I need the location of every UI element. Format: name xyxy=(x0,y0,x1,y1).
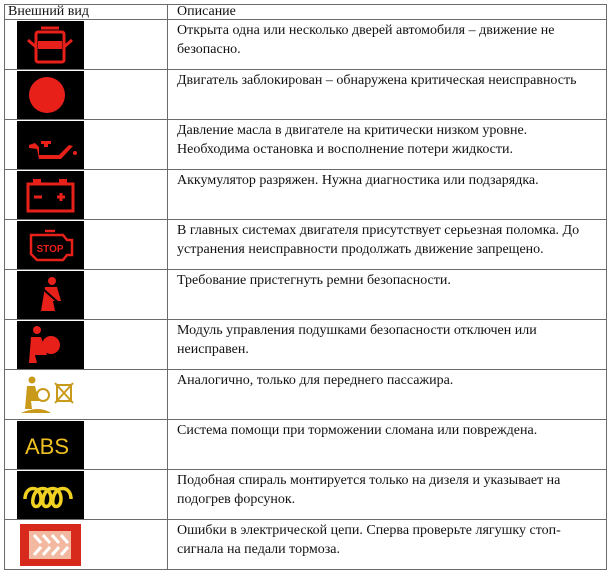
abs-icon xyxy=(17,421,84,469)
passenger-airbag-off-icon xyxy=(17,371,84,419)
description-cell: Открыта одна или несколько дверей автомобиля – движение не безопасно. xyxy=(168,20,607,70)
brake-light-switch-icon xyxy=(17,521,84,569)
icon-cell xyxy=(5,170,168,220)
table-row xyxy=(5,20,607,70)
header-appearance: Внешний вид xyxy=(5,5,168,20)
table-row xyxy=(5,70,607,120)
header-description: Описание xyxy=(168,5,607,20)
icon-cell xyxy=(5,370,168,420)
icon-cell xyxy=(5,120,168,170)
description-cell: Требование пристегнуть ремни безопасности. xyxy=(168,270,607,320)
engine-stop-icon xyxy=(17,221,84,269)
icon-cell xyxy=(5,270,168,320)
red-circle-icon xyxy=(17,71,84,119)
icon-cell xyxy=(5,70,168,120)
icon-cell xyxy=(5,320,168,370)
table-row xyxy=(5,420,607,470)
battery-icon xyxy=(17,171,84,219)
oil-can-icon xyxy=(17,121,84,169)
icon-cell xyxy=(5,470,168,520)
door-open-icon xyxy=(17,21,84,69)
table-header-row xyxy=(5,5,607,20)
description-cell: Давление масла в двигателе на критически низком уровне. Необходима остановка и восполнение потери жидкости. xyxy=(168,120,607,170)
description-cell: Двигатель заблокирован – обнаружена критическая неисправность xyxy=(168,70,607,120)
airbag-icon xyxy=(17,321,84,369)
table-row xyxy=(5,220,607,270)
icon-cell xyxy=(5,20,168,70)
table-row xyxy=(5,470,607,520)
description-cell: Аналогично, только для переднего пассажира. xyxy=(168,370,607,420)
description-cell: Система помощи при торможении сломана или повреждена. xyxy=(168,420,607,470)
description-cell: Аккумулятор разряжен. Нужна диагностика или подзарядка. xyxy=(168,170,607,220)
abs-label: ABS xyxy=(24,434,70,459)
seatbelt-icon xyxy=(17,271,84,319)
icon-cell xyxy=(5,420,168,470)
description-cell: Модуль управления подушками безопасности отключен или неисправен. xyxy=(168,320,607,370)
engine-stop-label: STOP xyxy=(36,244,64,255)
warning-lights-table xyxy=(4,4,607,570)
description-cell: Ошибки в электрической цепи. Сперва проверьте лягушку стоп-сигнала на педали тормоза. xyxy=(168,520,607,570)
table-row xyxy=(5,120,607,170)
icon-cell xyxy=(5,520,168,570)
description-cell: Подобная спираль монтируется только на дизеля и указывает на подогрев форсунок. xyxy=(168,470,607,520)
table-row xyxy=(5,320,607,370)
table-row xyxy=(5,370,607,420)
glow-plug-icon xyxy=(17,471,84,519)
table-row xyxy=(5,520,607,570)
table-row xyxy=(5,170,607,220)
table-row xyxy=(5,270,607,320)
icon-cell xyxy=(5,220,168,270)
description-cell: В главных системах двигателя присутствует серьезная поломка. До устранения неисправности продолжать движение запрещено. xyxy=(168,220,607,270)
